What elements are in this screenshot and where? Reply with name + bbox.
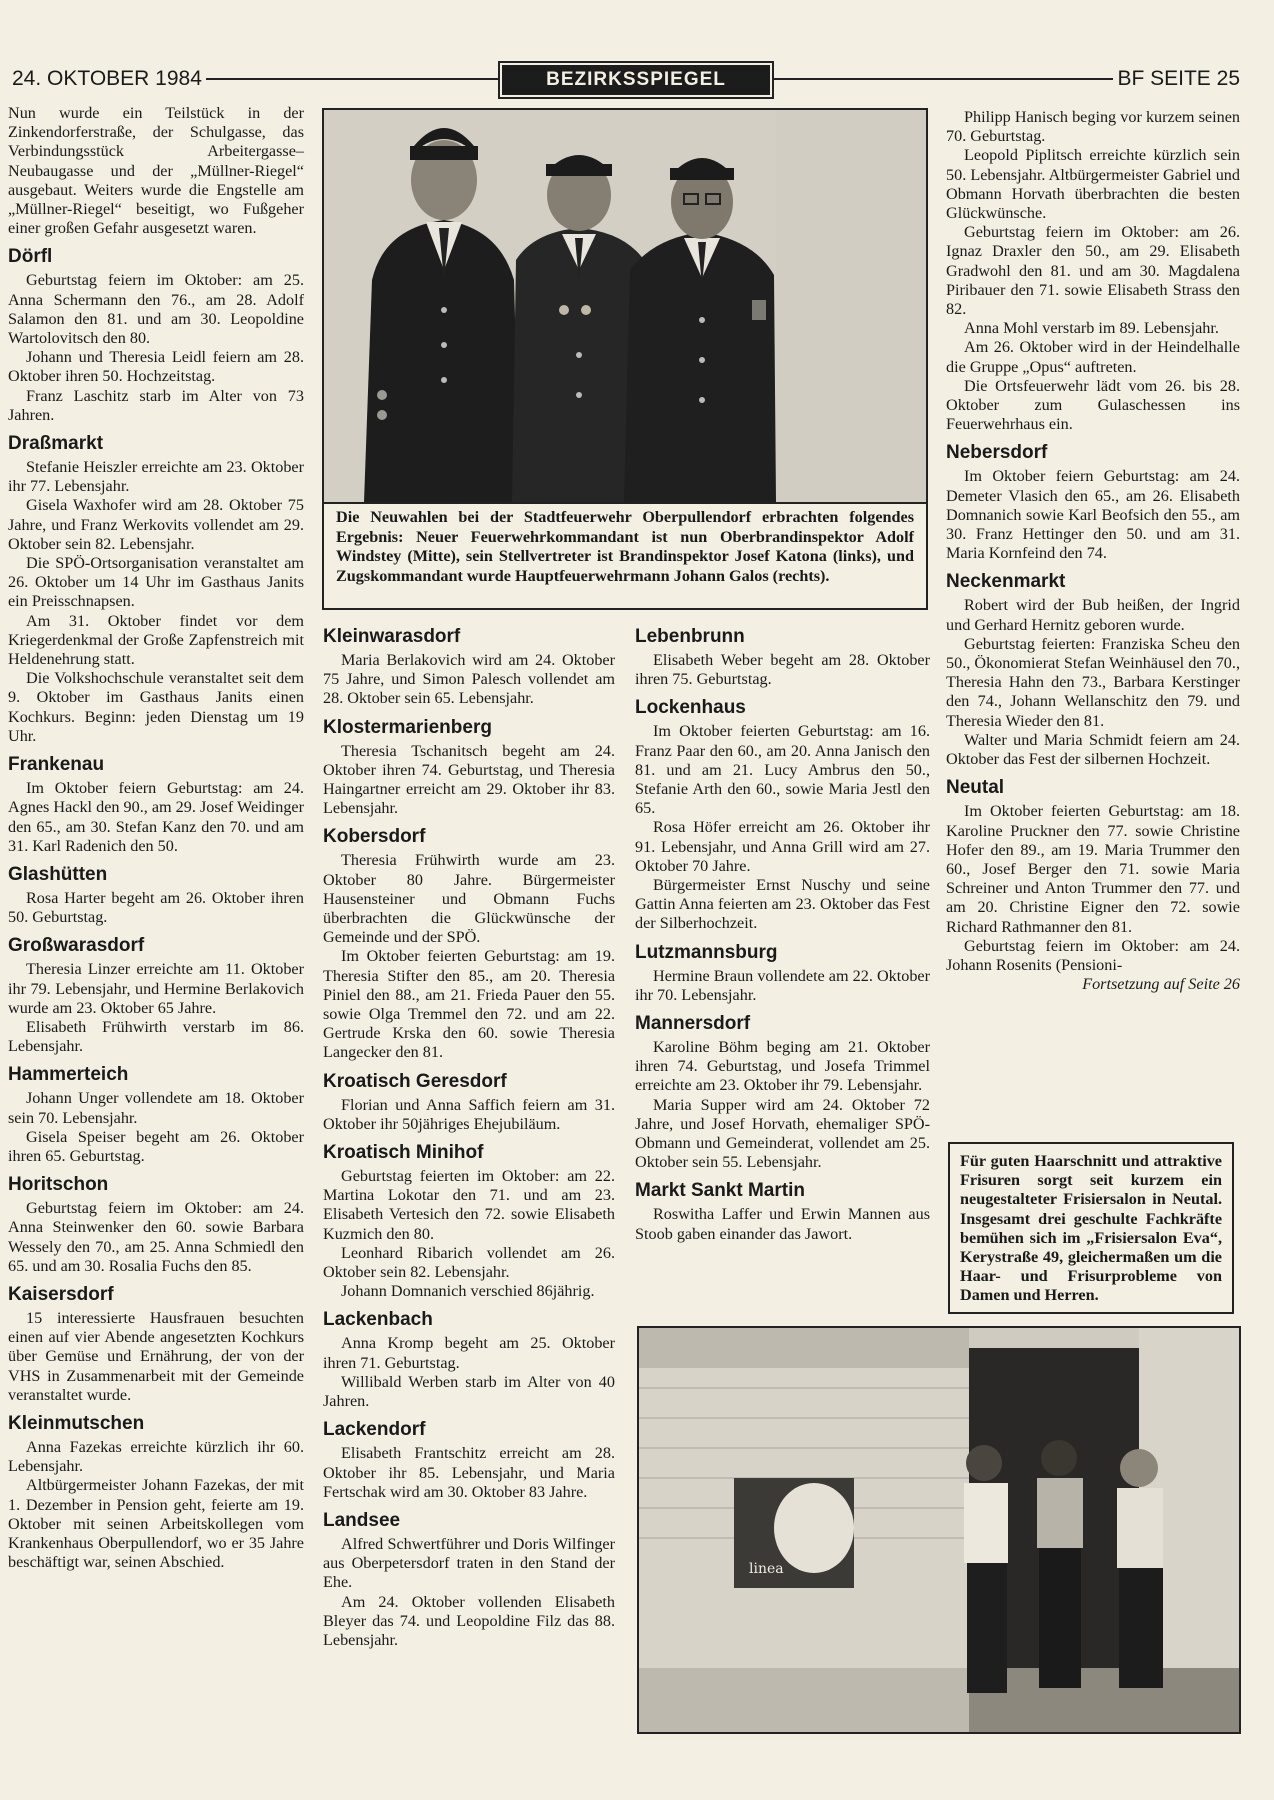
paragraph: Theresia Linzer erreichte am 11. Oktober ihr 79. Lebensjahr, und Hermine Berlakovich wurde am 23. Oktober 65 Jahre. — [8, 960, 304, 1017]
paragraph: Johann und Theresia Leidl feiern am 28. Oktober ihren 50. Hochzeitstag. — [8, 348, 304, 386]
paragraph: Die SPÖ-Ortsorganisation veranstaltet am 26. Oktober um 14 Uhr im Gasthaus Janits ein Preisschnapsen. — [8, 554, 304, 611]
heading-hammerteich: Hammerteich — [8, 1064, 129, 1086]
continued-note: Fortsetzung auf Seite 26 — [1082, 975, 1240, 994]
heading-kleinwarasdorf: Kleinwarasdorf — [323, 626, 461, 647]
paragraph: Im Oktober feierten Geburtstag: am 18. Karoline Pruckner den 77. sowie Christine Hofer den 89., am 19. Maria Trummer den 60., Josef Berger den 71. sowie Maria Schreiner und Anton Trummer den 77. und am 20. Christine Eigner den 72. sowie Richard Rathmanner den 81. — [946, 802, 1240, 936]
paragraph: Gisela Waxhofer wird am 28. Oktober 75 Jahre, und Franz Werkovits vollendet am 29. Oktober sein 82. Lebensjahr. — [8, 496, 304, 553]
section-title: BEZIRKSSPIEGEL — [502, 65, 770, 95]
heading-lutzmannsburg: Lutzmannsburg — [635, 941, 778, 963]
issue-date: 24. OKTOBER 1984 — [8, 66, 206, 92]
paragraph: Philipp Hanisch beging vor kurzem seinen 70. Geburtstag. — [946, 108, 1240, 146]
page-number: BF SEITE 25 — [1113, 66, 1244, 92]
heading-doerfl: Dörfl — [8, 246, 53, 268]
column-4 — [946, 108, 1240, 994]
heading-lackendorf: Lackendorf — [323, 1419, 426, 1441]
paragraph: Elisabeth Frantschitz erreicht am 28. Oktober ihr 85. Lebensjahr, und Maria Fertschak wird am 30. Oktober 83 Jahre. — [323, 1444, 615, 1501]
paragraph: Gisela Speiser begeht am 26. Oktober ihren 65. Geburtstag. — [8, 1127, 304, 1165]
paragraph: Die Volkshochschule veranstaltet seit dem 9. Oktober im Gasthaus Janits einen Kochkurs. Beginn: jeden Dienstag um 19 Uhr. — [8, 669, 304, 745]
paragraph: Geburtstag feierten im Oktober: am 22. Martina Lokotar den 71. und am 23. Elisabeth Vertesich den 72. sowie Elisabeth Kuzmich den 80. — [323, 1167, 615, 1243]
heading-kroatisch-geresdorf: Kroatisch Geresdorf — [323, 1070, 507, 1092]
paragraph: Stefanie Heiszler erreichte am 23. Oktober ihr 77. Lebensjahr. — [8, 458, 304, 496]
heading-drassmarkt: Draßmarkt — [8, 433, 104, 455]
paragraph: Hermine Braun vollendete am 22. Oktober ihr 70. Lebensjahr. — [635, 966, 930, 1004]
heading-kaisersdorf: Kaisersdorf — [8, 1283, 114, 1305]
paragraph: Walter und Maria Schmidt feiern am 24. Oktober das Fest der silbernen Hochzeit. — [946, 730, 1240, 769]
paragraph: Im Oktober feierten Geburtstag: am 19. Theresia Stifter den 85., am 20. Theresia Piniel den 88., am 21. Frieda Pauer den 55. sowie Olga Tremmel den 72. und am 22. Gertrude Krska den 60. sowie Theresia Langecker den 81. — [323, 947, 615, 1062]
paragraph: Rosa Höfer erreicht am 26. Oktober ihr 91. Lebensjahr, und Anna Grill wird am 27. Oktober 70 Jahre. — [635, 818, 930, 875]
heading-neckenmarkt: Neckenmarkt — [946, 571, 1066, 593]
paragraph: Die Ortsfeuerwehr lädt vom 26. bis 28. Oktober zum Gulaschessen ins Feuerwehrhaus ein. — [946, 376, 1240, 434]
heading-klostermarienberg: Klostermarienberg — [323, 716, 492, 738]
paragraph: Johann Unger vollendete am 18. Oktober sein 70. Lebensjahr. — [8, 1089, 304, 1127]
paragraph: 15 interessierte Hausfrauen besuchten einen auf vier Abende angesetzten Kochkurs über Gemüse und Ernährung, der von der VHS in Zusammenarbeit mit der Gemeinde veranstaltet wurde. — [8, 1308, 304, 1404]
paragraph: Anna Kromp begeht am 25. Oktober ihren 71. Geburtstag. — [323, 1334, 615, 1372]
heading-landsee: Landsee — [323, 1509, 401, 1531]
salon-photo — [637, 1326, 1241, 1734]
paragraph: Am 24. Oktober vollenden Elisabeth Bleyer das 74. und Leopoldine Filz das 88. Lebensjahr. — [323, 1592, 615, 1649]
heading-lebenbrunn: Lebenbrunn — [635, 626, 745, 647]
poster-label: linea — [749, 1561, 784, 1577]
paragraph: Im Oktober feiern Geburtstag: am 24. Agnes Hackl den 90., am 29. Josef Weidinger den 65., am 30. Stefan Kanz den 70. und am 31. Karl Radenich den 50. — [8, 779, 304, 855]
paragraph: Robert wird der Bub heißen, der Ingrid und Gerhard Hernitz geboren wurde. — [946, 596, 1240, 634]
heading-neutal: Neutal — [946, 777, 1005, 799]
firemen-photo — [322, 108, 928, 504]
paragraph: Geburtstag feiern im Oktober: am 24. Anna Steinwenker den 60. sowie Barbara Wessely den 70., am 25. Anna Schmiedl den 65. und am 30. Rosalia Fuchs den 85. — [8, 1199, 304, 1275]
paragraph: Theresia Tschanitsch begeht am 24. Oktober ihren 74. Geburtstag, und Theresia Haingartner erreicht am 29. Oktober ihr 83. Lebensjahr. — [323, 741, 615, 818]
heading-kleinmutschen: Kleinmutschen — [8, 1412, 145, 1434]
paragraph: Rosa Harter begeht am 26. Oktober ihren 50. Geburtstag. — [8, 888, 304, 927]
paragraph: Am 31. Oktober findet vor dem Kriegerdenkmal der Große Zapfenstreich mit Heldenehrung statt. — [8, 611, 304, 669]
column-3 — [635, 626, 930, 1244]
column-2 — [323, 626, 615, 1650]
paragraph: Willibald Werben starb im Alter von 40 Jahren. — [323, 1372, 615, 1411]
article-intro: Nun wurde ein Teilstück in der Zinkendorferstraße, der Schulgasse, das Verbindungsstück Arbeitergasse–Neubaugasse und der „Müllner-Riegel“ ausgebaut. Weiters wurde die Engstelle am „Müllner-Riegel“ beseitigt, wo Fußgeher einer großen Gefahr ausgesetzt waren. — [8, 104, 304, 238]
paragraph: Geburtstag feiern im Oktober: am 25. Anna Schermann den 76., am 28. Adolf Salamon den 81. und am 30. Leopoldine Wartolovitsch den 80. — [8, 271, 304, 348]
poster — [734, 1478, 854, 1588]
paragraph: Im Oktober feierten Geburtstag: am 16. Franz Paar den 60., am 20. Anna Janisch den 81. und am 21. Lucy Ambrus den 50., Stefanie Arth den 60., sowie Maria Jestl den 65. — [635, 722, 930, 818]
firemen-photo-caption: Die Neuwahlen bei der Stadtfeuerwehr Oberpullendorf erbrachten folgendes Ergebnis: Neuer Feuerwehrkommandant ist nun Oberbrandinspektor Adolf Windstey (Mitte), sein Stellvertreter ist Brandinspektor Josef Katona (links), und Zugskommandant wurde Hauptfeuerwehrmann Johann Galos (rechts). — [322, 502, 928, 610]
heading-glashuetten: Glashütten — [8, 863, 108, 885]
paragraph: Anna Fazekas erreichte kürzlich ihr 60. Lebensjahr. — [8, 1437, 304, 1476]
heading-markt-sankt-martin: Markt Sankt Martin — [635, 1180, 805, 1202]
heading-nebersdorf: Nebersdorf — [946, 442, 1048, 464]
paragraph: Altbürgermeister Johann Fazekas, der mit 1. Dezember in Pension geht, feierte am 19. Oktober mit seinen Arbeitskollegen vom Krankenhaus Oberpullendorf, wo er 35 Jahre beschäftigt war, seinen Abschied. — [8, 1476, 304, 1572]
heading-horitschon: Horitschon — [8, 1174, 109, 1196]
paragraph: Karoline Böhm beging am 21. Oktober ihren 74. Geburtstag, und Josefa Trimmel erreichte am 23. Oktober ihr 79. Lebensjahr. — [635, 1038, 930, 1095]
paragraph: Elisabeth Frühwirth verstarb im 86. Lebensjahr. — [8, 1017, 304, 1056]
paragraph: Leopold Piplitsch erreichte kürzlich sein 50. Lebensjahr. Altbürgermeister Gabriel und Obmann Horvath überbrachten die besten Glückwünsche. — [946, 146, 1240, 223]
paragraph: Bürgermeister Ernst Nuschy und seine Gattin Anna feierten am 23. Oktober das Fest der Silberhochzeit. — [635, 876, 930, 933]
paragraph: Roswitha Laffer und Erwin Mannen aus Stoob gaben einander das Jawort. — [635, 1205, 930, 1243]
heading-grosswarasdorf: Großwarasdorf — [8, 935, 145, 957]
paragraph: Florian und Anna Saffich feiern am 31. Oktober ihr 50jähriges Ehejubiläum. — [323, 1095, 615, 1133]
paragraph: Maria Berlakovich wird am 24. Oktober 75 Jahre, und Simon Palesch vollendet am 28. Oktober sein 65. Lebensjahr. — [323, 651, 615, 708]
heading-lackenbach: Lackenbach — [323, 1309, 433, 1331]
paragraph: Elisabeth Weber begeht am 28. Oktober ihren 75. Geburtstag. — [635, 651, 930, 689]
paragraph: Am 26. Oktober wird in der Heindelhalle die Gruppe „Opus“ auftreten. — [946, 338, 1240, 376]
heading-frankenau: Frankenau — [8, 754, 105, 776]
salon-notice-box: Für guten Haarschnitt und attraktive Frisuren sorgt seit kurzem ein neugestalteter Frisiersalon in Neutal. Insgesamt drei geschulte Fachkräfte bemühen sich im „Frisiersalon Eva“, Kerystraße 49, gleichermaßen um die Haar- und Frisurprobleme von Damen und Herren. — [948, 1142, 1234, 1314]
paragraph: Geburtstag feiern im Oktober: am 24. Johann Rosenits (Pensioni- — [946, 936, 1240, 974]
paragraph: Alfred Schwertführer und Doris Wilfinger aus Oberpetersdorf traten in den Stand der Ehe. — [323, 1534, 615, 1592]
column-1 — [8, 104, 304, 1572]
paragraph: Leonhard Ribarich vollendet am 26. Oktober sein 82. Lebensjahr. — [323, 1243, 615, 1282]
paragraph: Franz Laschitz starb im Alter von 73 Jahren. — [8, 386, 304, 424]
heading-mannersdorf: Mannersdorf — [635, 1013, 751, 1035]
paragraph: Theresia Frühwirth wurde am 23. Oktober 80 Jahre. Bürgermeister Hausensteiner und Obmann Fuchs überbrachten die Glückwünsche der Gemeinde und der SPÖ. — [323, 851, 615, 947]
heading-kobersdorf: Kobersdorf — [323, 826, 426, 848]
heading-lockenhaus: Lockenhaus — [635, 697, 746, 719]
paragraph: Johann Domnanich verschied 86jährig. — [341, 1282, 595, 1301]
paragraph: Geburtstag feierten: Franziska Scheu den 50., Ökonomierat Stefan Weinhäusel den 70., Theresia Hahn den 73., Barbara Kerstinger den 74., Johann Wellanschitz den 79. und Theresia Wieder den 81. — [946, 634, 1240, 730]
section-title-box — [498, 61, 774, 99]
paragraph: Maria Supper wird am 24. Oktober 72 Jahre, und Josef Horvath, ehemaliger SPÖ-Obmann und Gemeinderat, vollendet am 25. Oktober sein 55. Lebensjahr. — [635, 1095, 930, 1172]
paragraph: Geburtstag feiern im Oktober: am 26. Ignaz Draxler den 50., am 29. Elisabeth Gradwohl den 81. und am 30. Magdalena Piribauer den 71. sowie Elisabeth Strass den 82. — [946, 223, 1240, 319]
firemen-photo-image — [324, 110, 926, 502]
page-header — [8, 66, 1244, 92]
heading-kroatisch-minihof: Kroatisch Minihof — [323, 1142, 484, 1164]
salon-photo-image — [639, 1328, 1239, 1732]
paragraph: Im Oktober feiern Geburtstag: am 24. Demeter Vlasich den 65., am 26. Elisabeth Domnanich sowie Karl Beofsich den 55., am 30. Franz Hettinger den 50. und am 31. Maria Kornfeind den 74. — [946, 467, 1240, 563]
paragraph: Anna Mohl verstarb im 89. Lebensjahr. — [964, 319, 1219, 338]
